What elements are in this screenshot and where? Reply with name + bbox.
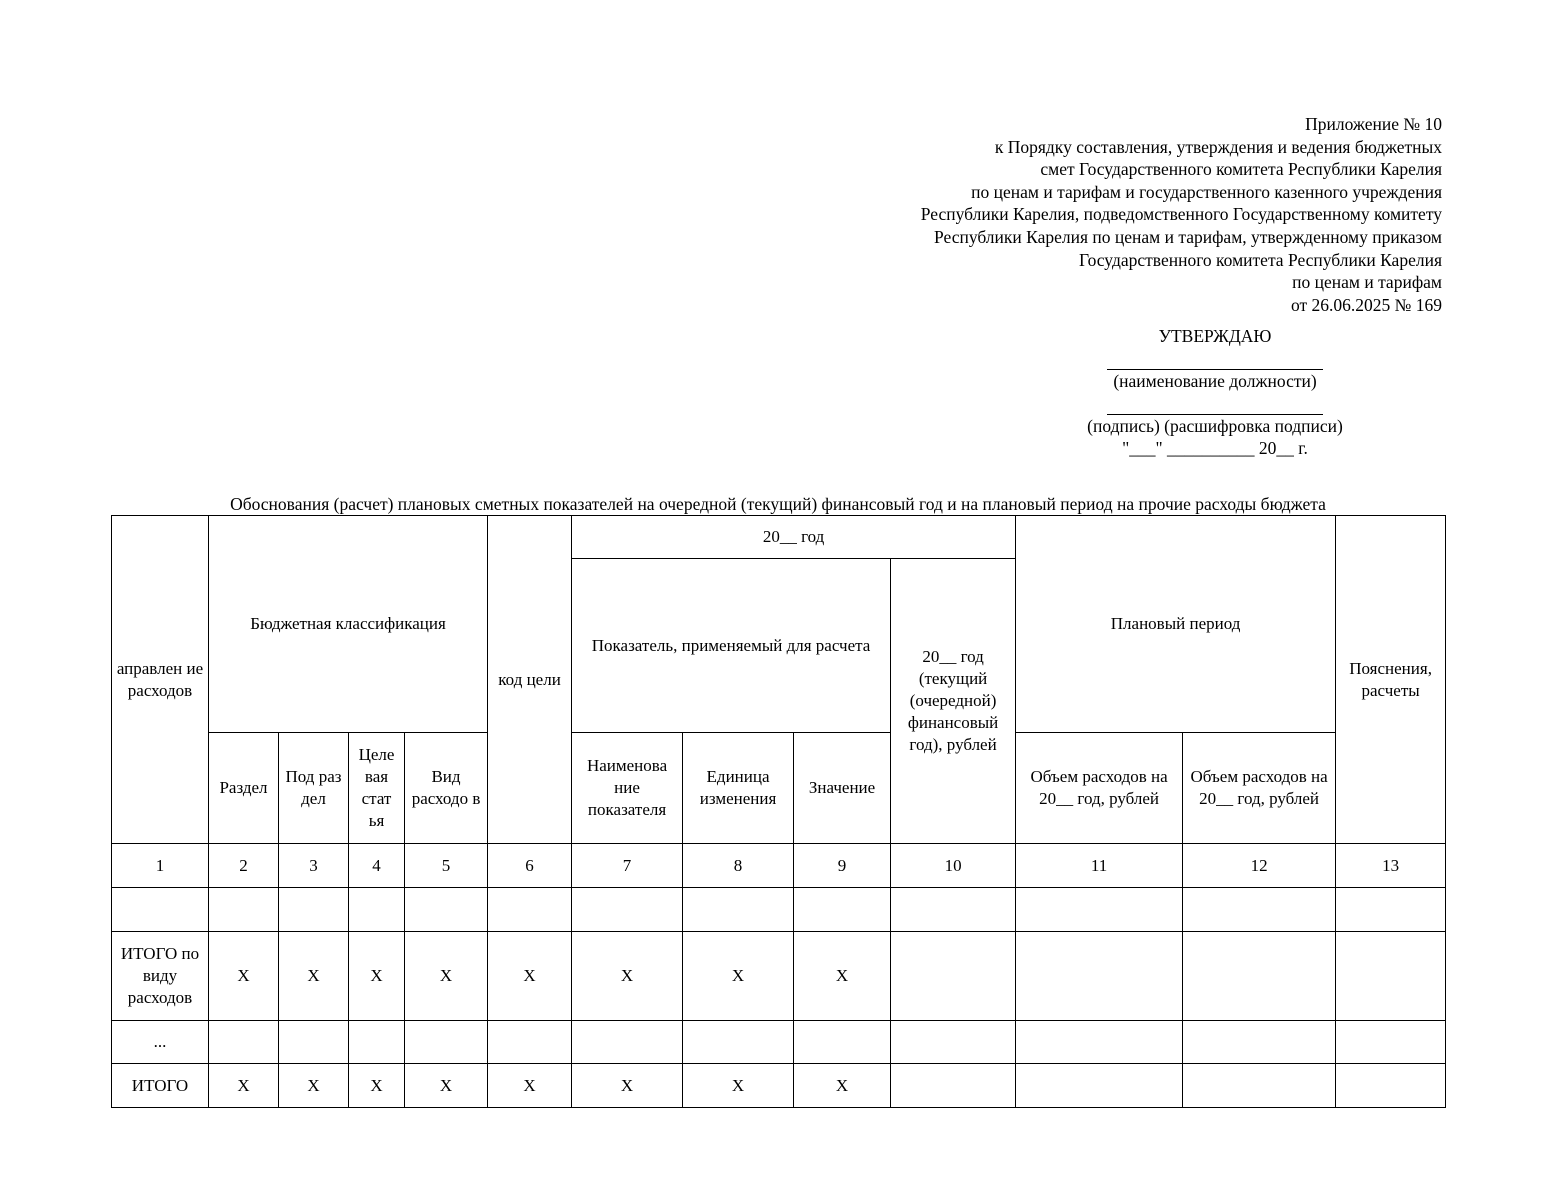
table-cell bbox=[405, 1021, 488, 1064]
x-mark: Х bbox=[488, 1064, 572, 1108]
indicator-group-header: Показатель, применяемый для расчета bbox=[572, 559, 891, 733]
volume-year-2-header: Объем расходов на 20__ год, рублей bbox=[1183, 733, 1336, 844]
column-number: 2 bbox=[209, 844, 279, 888]
table-cell bbox=[683, 888, 794, 932]
total-row bbox=[112, 1064, 1446, 1108]
annex-line: по ценам и тарифам bbox=[1292, 272, 1442, 293]
year-group-header: 20__ год bbox=[572, 516, 1016, 559]
current-year-header: 20__ год (текущий (очередной) финансовый год), рублей bbox=[891, 559, 1016, 844]
x-mark: Х bbox=[209, 1064, 279, 1108]
table-cell bbox=[1336, 1021, 1446, 1064]
column-number-row bbox=[112, 844, 1446, 888]
empty-data-row bbox=[112, 888, 1446, 932]
x-mark: Х bbox=[683, 932, 794, 1021]
x-mark: Х bbox=[405, 1064, 488, 1108]
table-cell bbox=[683, 1021, 794, 1064]
table-cell bbox=[1016, 888, 1183, 932]
x-mark: Х bbox=[572, 932, 683, 1021]
column-number: 4 bbox=[349, 844, 405, 888]
annex-line: по ценам и тарифам и государственного казенного учреждения bbox=[971, 181, 1442, 202]
indicator-name-header: Наименова ние показателя bbox=[572, 733, 683, 844]
ellipsis-row bbox=[112, 1021, 1446, 1064]
column-number: 9 bbox=[794, 844, 891, 888]
column-number: 6 bbox=[488, 844, 572, 888]
annex-line: Приложение № 10 bbox=[1305, 114, 1442, 134]
direction-header: аправлен ие расходов bbox=[112, 516, 209, 844]
table-cell bbox=[405, 888, 488, 932]
total-label: ИТОГО bbox=[112, 1064, 209, 1108]
unit-header: Единица изменения bbox=[683, 733, 794, 844]
signature-line bbox=[1107, 392, 1323, 415]
x-mark: Х bbox=[405, 932, 488, 1021]
table-cell bbox=[488, 888, 572, 932]
volume-year-1-header: Объем расходов на 20__ год, рублей bbox=[1016, 733, 1183, 844]
column-number: 7 bbox=[572, 844, 683, 888]
total-by-type-label: ИТОГО по виду расходов bbox=[112, 932, 209, 1021]
table-cell bbox=[1183, 932, 1336, 1021]
table-cell bbox=[1336, 1064, 1446, 1108]
column-number: 11 bbox=[1016, 844, 1183, 888]
column-number: 13 bbox=[1336, 844, 1446, 888]
annex-line: Республики Карелия, подведомственного Государственному комитету bbox=[920, 204, 1442, 225]
x-mark: Х bbox=[349, 932, 405, 1021]
table-cell bbox=[572, 888, 683, 932]
table-cell bbox=[794, 1021, 891, 1064]
ellipsis-cell: ... bbox=[112, 1021, 209, 1064]
column-number: 1 bbox=[112, 844, 209, 888]
expense-type-header: Вид расходо в bbox=[405, 733, 488, 844]
table-cell bbox=[1016, 1021, 1183, 1064]
table-cell bbox=[1336, 888, 1446, 932]
table-cell bbox=[891, 1021, 1016, 1064]
annex-line: смет Государственного комитета Республики Карелия bbox=[1040, 159, 1442, 180]
approval-heading: УТВЕРЖДАЮ bbox=[1158, 326, 1272, 346]
table-cell bbox=[349, 1021, 405, 1064]
table-cell bbox=[112, 888, 209, 932]
annex-line: к Порядку составления, утверждения и ведения бюджетных bbox=[994, 136, 1442, 157]
section-header: Раздел bbox=[209, 733, 279, 844]
table-cell bbox=[349, 888, 405, 932]
header-row-1 bbox=[112, 516, 1446, 559]
table-cell bbox=[209, 888, 279, 932]
table-cell bbox=[1016, 932, 1183, 1021]
x-mark: Х bbox=[279, 1064, 349, 1108]
table-cell bbox=[1183, 1021, 1336, 1064]
value-header: Значение bbox=[794, 733, 891, 844]
table-cell bbox=[794, 888, 891, 932]
annex-line: Республики Карелия по ценам и тарифам, утвержденному приказом bbox=[933, 226, 1442, 247]
column-number: 5 bbox=[405, 844, 488, 888]
column-number: 10 bbox=[891, 844, 1016, 888]
table-cell bbox=[279, 1021, 349, 1064]
date-line: "___" __________ 20__ г. bbox=[1122, 438, 1308, 458]
x-mark: Х bbox=[794, 1064, 891, 1108]
x-mark: Х bbox=[794, 932, 891, 1021]
annex-block bbox=[921, 113, 1442, 316]
table-cell bbox=[279, 888, 349, 932]
table-cell bbox=[572, 1021, 683, 1064]
x-mark: Х bbox=[349, 1064, 405, 1108]
table-cell bbox=[891, 932, 1016, 1021]
budget-classification-header: Бюджетная классификация bbox=[209, 516, 488, 733]
column-number: 12 bbox=[1183, 844, 1336, 888]
table-cell bbox=[1016, 1064, 1183, 1108]
total-by-type-row bbox=[112, 932, 1446, 1021]
document-title: Обоснования (расчет) плановых сметных показателей на очередной (текущий) финансовый год и на плановый период на прочие расходы бюджета bbox=[230, 494, 1326, 514]
header-row-3 bbox=[112, 733, 1446, 844]
annex-line: от 26.06.2025 № 169 bbox=[1291, 294, 1442, 315]
x-mark: Х bbox=[488, 932, 572, 1021]
planning-period-header: Плановый период bbox=[1016, 516, 1336, 733]
table-cell bbox=[1336, 932, 1446, 1021]
x-mark: Х bbox=[279, 932, 349, 1021]
notes-header: Пояснения, расчеты bbox=[1336, 516, 1446, 844]
table-cell bbox=[891, 888, 1016, 932]
table-cell bbox=[209, 1021, 279, 1064]
subsection-header: Под раз дел bbox=[279, 733, 349, 844]
calculation-table bbox=[111, 515, 1446, 1108]
table-cell bbox=[488, 1021, 572, 1064]
position-caption: (наименование должности) bbox=[1113, 371, 1317, 391]
target-code-header: код цели bbox=[488, 516, 572, 844]
column-number: 3 bbox=[279, 844, 349, 888]
table-cell bbox=[891, 1064, 1016, 1108]
table-cell bbox=[1183, 1064, 1336, 1108]
annex-line: Государственного комитета Республики Карелия bbox=[1079, 249, 1442, 270]
table-cell bbox=[1183, 888, 1336, 932]
position-line bbox=[1107, 347, 1323, 370]
approval-block bbox=[1060, 325, 1370, 459]
signature-caption: (подпись) (расшифровка подписи) bbox=[1087, 416, 1343, 436]
target-article-header: Целе вая стат ья bbox=[349, 733, 405, 844]
column-number: 8 bbox=[683, 844, 794, 888]
x-mark: Х bbox=[572, 1064, 683, 1108]
x-mark: Х bbox=[209, 932, 279, 1021]
x-mark: Х bbox=[683, 1064, 794, 1108]
